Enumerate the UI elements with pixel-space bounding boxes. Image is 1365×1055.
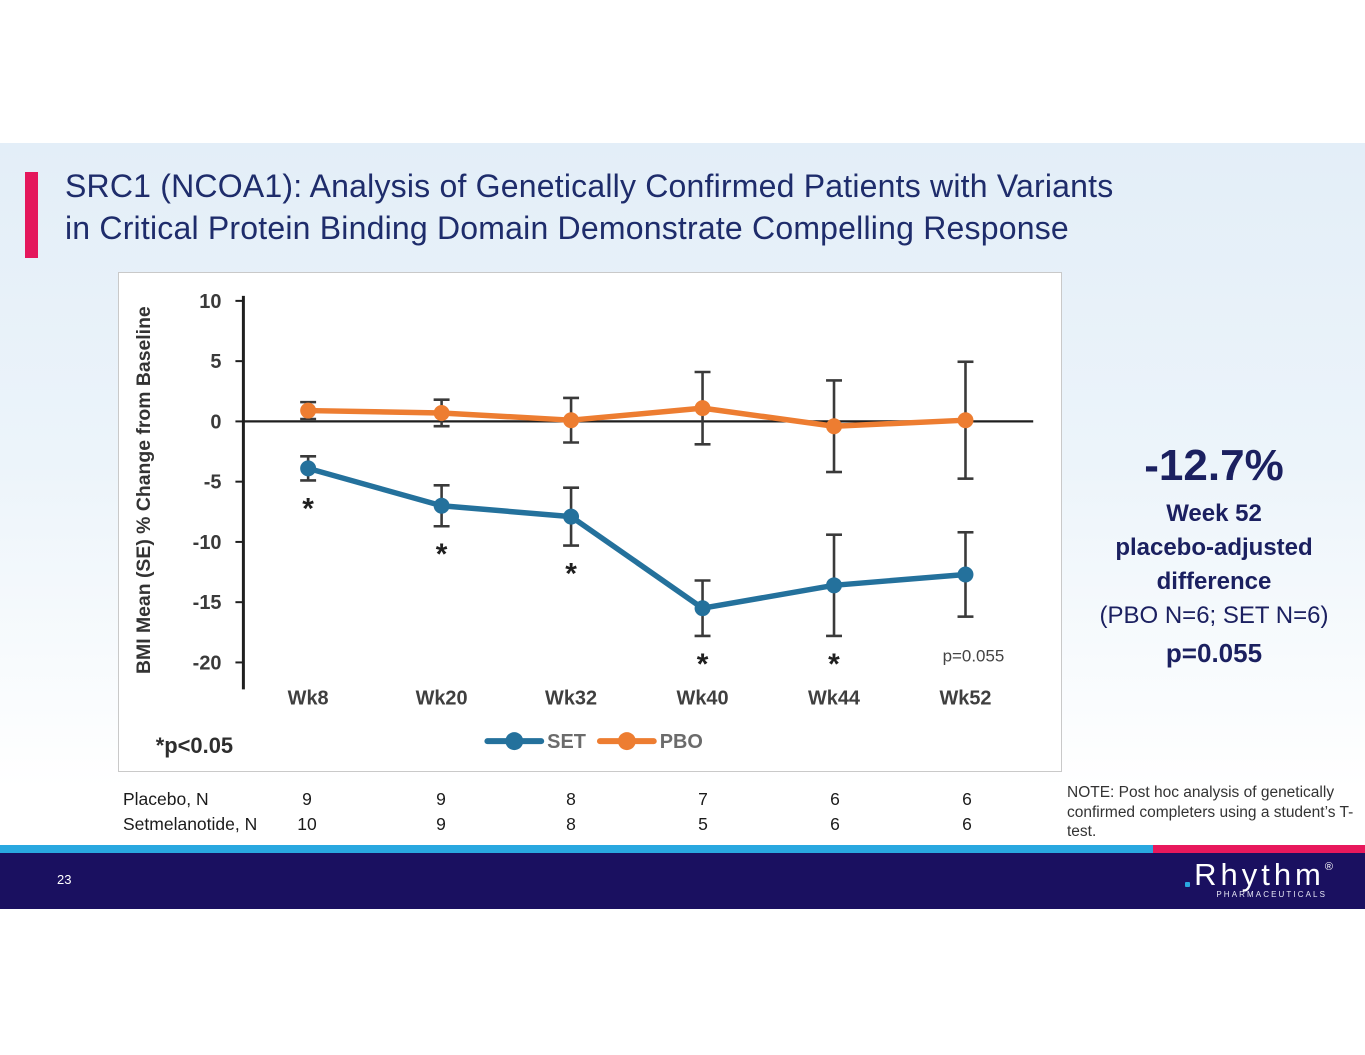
table-cell: 8 [566,789,576,809]
svg-text:*: * [696,647,709,681]
logo-subtext: PHARMACEUTICALS [1216,890,1327,899]
table-cell: 6 [830,814,840,834]
bmi-change-chart [119,273,1061,771]
svg-text:Wk20: Wk20 [415,687,468,710]
logo-dot-icon [1185,882,1190,887]
svg-text:0: 0 [210,411,222,434]
footer [0,853,1365,909]
page-title-line2: in Critical Protein Binding Domain Demonstrate Compelling Response [65,210,1069,246]
svg-text:Wk44: Wk44 [808,687,861,710]
stripe-cyan-segment [0,845,1153,853]
svg-text:-20: -20 [192,652,222,675]
stats-panel [1078,441,1350,671]
stats-subline: (PBO N=6; SET N=6) [1099,602,1329,629]
table-cell: 7 [698,789,708,809]
table-cell: 9 [436,789,446,809]
svg-text:10: 10 [199,290,222,313]
svg-text:*: * [302,492,314,526]
svg-text:Wk52: Wk52 [939,687,992,710]
stats-line-1: Week 52 [1166,500,1262,527]
svg-text:Wk32: Wk32 [545,687,598,710]
stripe-pink-segment [1153,845,1365,853]
table-cell: 9 [302,789,312,809]
page-title-line1: SRC1 (NCOA1): Analysis of Genetically Confirmed Patients with Variants [65,168,1114,204]
svg-text:*: * [435,538,448,572]
title-accent-bar [25,172,38,258]
stats-line-3: difference [1156,568,1272,595]
stats-line-2: placebo-adjusted [1115,534,1313,561]
page-number: 23 [57,872,72,887]
svg-text:p=0.055: p=0.055 [942,646,1005,666]
table-cell: 8 [566,814,576,834]
svg-text:*: * [828,647,840,681]
table-row-setmelanotide [0,814,1100,838]
table-row-placebo [0,789,1100,813]
table-cell: 10 [297,814,317,834]
svg-text:*p<0.05: *p<0.05 [155,733,234,759]
page-title [65,165,1345,249]
table-cell: 9 [436,814,446,834]
row-label: Placebo, N [123,789,209,809]
svg-text:-5: -5 [203,471,222,494]
stats-p-value: p=0.055 [1165,638,1263,668]
registered-mark-icon: ® [1324,861,1337,873]
svg-text:Wk40: Wk40 [676,687,729,710]
logo-wordmark [1194,858,1337,892]
footnote: NOTE: Post hoc analysis of genetically confirmed completers using a student’s T-test. [1067,784,1354,840]
table-cell: 6 [830,789,840,809]
stats-value: -12.7% [1144,441,1284,490]
svg-text:*: * [565,557,577,591]
svg-text:SET: SET [547,731,586,754]
row-label: Setmelanotide, N [123,814,258,834]
chart-card [118,272,1062,772]
logo-text: Rhythm [1194,857,1325,892]
rhythm-logo [1194,858,1337,899]
table-cell: 6 [962,789,972,809]
svg-text:BMI Mean (SE) % Change from Ba: BMI Mean (SE) % Change from Baseline [132,306,155,674]
accent-stripe [0,845,1365,853]
table-cell: 5 [698,814,708,834]
svg-text:PBO: PBO [659,731,703,754]
svg-text:5: 5 [210,351,222,374]
svg-text:-10: -10 [192,531,222,554]
svg-text:-15: -15 [192,592,222,615]
table-cell: 6 [962,814,972,834]
svg-text:Wk8: Wk8 [287,687,329,710]
